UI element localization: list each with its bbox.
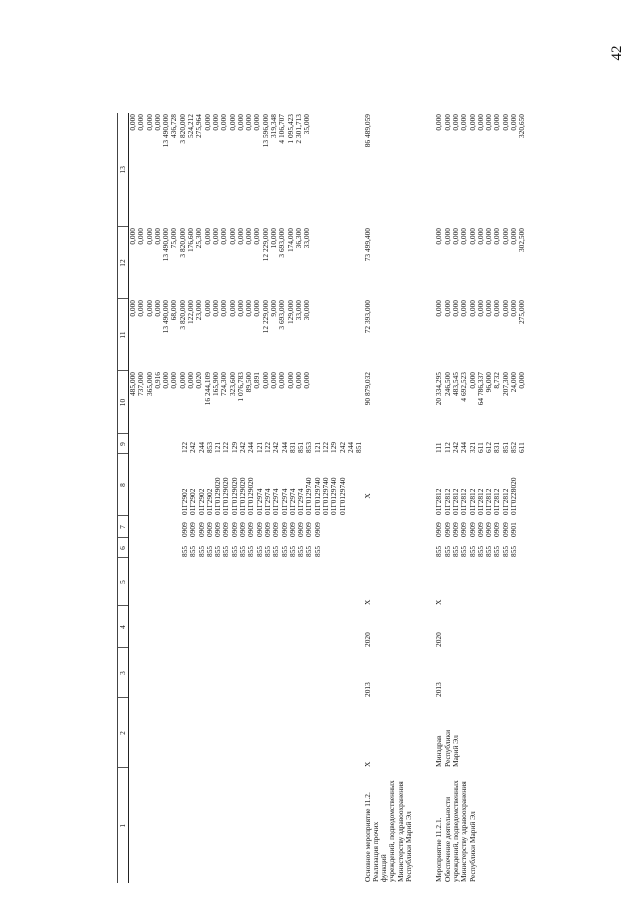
page-number: 42 — [609, 45, 625, 61]
block1-target-codes: 01Г2902 01Г2902 01Г2902 01Г2902 01Г0129020 01Г0129020 01Г0129020 01Г0129020 01Г0129020 01Г2974 01Г2974 01Г2974 01Г2974 01Г2974 01Г2974 01Г0129740 01Г0129740 01Г0129740 01Г0129740 01Г0129740 — [180, 477, 347, 515]
col-num-4: 4 — [118, 606, 129, 648]
block1-col10-values: 485,000 737,000 365,000 0,916 0,000 0,000 0,000 0,000 0,020 16 244,109 165,900 724,300 323,600 1 076,783 89,500 0,891 0,000 0,000 0,000 0,000 0,000 0,000 — [128, 372, 312, 406]
block1-start-year: 2013 — [362, 682, 372, 697]
block1-total-col11: 72 393,000 — [362, 300, 372, 334]
col-num-11: 11 — [118, 299, 129, 371]
block1-col12-values: 0,000 0,000 0,000 0,000 13 490,000 75,000 3 820,000 176,600 25,300 0,000 0,000 0,000 0,000 0,000 0,000 0,000 12 229,000 10,000 3 693,000 174,000 36,300 33,000 — [128, 228, 312, 262]
block2-section-codes: 0909 0909 0909 0909 0909 0909 0909 0909 0909 0901 — [434, 522, 518, 537]
block2-grbs-codes: 855 855 855 855 855 855 855 855 855 855 — [434, 545, 518, 557]
col-num-2: 2 — [118, 698, 129, 768]
table-page — [117, 113, 637, 883]
block1-summary-row — [364, 113, 414, 883]
block2-executor: Минздрав Республики Марий Эл — [434, 729, 460, 767]
block1-end-year: 2020 — [362, 632, 372, 647]
col-num-8: 8 — [118, 454, 129, 516]
col-num-7: 7 — [118, 516, 129, 538]
column-number-row — [118, 113, 129, 883]
col-num-10: 10 — [118, 371, 129, 434]
col-num-1: 1 — [118, 768, 129, 883]
col-num-12: 12 — [118, 227, 129, 299]
block1-total-col10: 90 879,032 — [362, 372, 372, 406]
block1-grbs-codes: 855 855 855 855 855 855 855 855 855 855 855 855 855 855 855 855 855 — [180, 545, 322, 557]
col-num-6: 6 — [118, 538, 129, 558]
block2-target-codes: 01Г2812 01Г2812 01Г2812 01Г2812 01Г2812 01Г2812 01Г2812 01Г2812 01Г2812 01Г0228020 — [434, 477, 518, 515]
block2-start-year: 2013 — [434, 682, 444, 697]
col-num-9: 9 — [118, 434, 129, 454]
col-num-5: 5 — [118, 558, 129, 606]
budget-table — [117, 113, 527, 883]
block2-col12-values: 0,000 0,000 0,000 0,000 0,000 0,000 0,000 0,000 0,000 0,000 302,500 — [434, 228, 527, 253]
block1-top-row — [129, 113, 182, 883]
block1-executor: X — [362, 761, 372, 767]
block1-col11-values: 0,000 0,000 0,000 0,000 13 490,000 68,000 3 820,000 122,000 23,000 0,000 0,000 0,000 0,000 0,000 0,000 0,000 12 229,000 9,000 3 693,000 129,000 33,000 30,000 — [128, 300, 312, 334]
block2-row — [435, 113, 526, 883]
block2-col10-values: 20 334,295 246,500 483,545 4 692,523 0,000 64 786,337 96,000 8,732 207,300 24,000 0,000 — [434, 372, 527, 406]
block1-total-col12: 73 499,400 — [362, 228, 372, 262]
block2-end-year: 2020 — [434, 632, 444, 647]
block1-col5: X — [362, 599, 372, 605]
block2-col13-values: 0,000 0,000 0,000 0,000 0,000 0,000 0,000 0,000 0,000 0,000 320,650 — [434, 114, 527, 139]
block1-col13-values: 0,000 0,000 0,000 0,000 13 490,000 436,728 3 820,000 524,212 275,964 0,000 0,000 0,000 0,000 0,000 0,000 0,000 13 596,000 319,348 4 106,707 1 095,423 2 301,713 35,000 — [128, 114, 312, 148]
block2-col5: X — [434, 599, 444, 605]
block2-name: Мероприятие 11.2.1. Обеспечение деятельности учреждений, подведомственных Министерству здравоохранения Республики Марий Эл — [434, 780, 477, 882]
block1-section-codes: 0909 0909 0909 0909 0909 0909 0909 0909 0909 0909 0909 0909 0909 0909 0909 0909 0909 — [180, 522, 322, 537]
col-num-3: 3 — [118, 648, 129, 698]
block1-name: Основное мероприятие 11.2. Реализация прочих функций учреждений, подведомственных Министерству здравоохранения Республики Марий Эл — [362, 780, 414, 882]
block2-col11-values: 0,000 0,000 0,000 0,000 0,000 0,000 0,000 0,000 0,000 0,000 275,000 — [434, 300, 527, 325]
block1-kbk-total: X — [362, 493, 372, 499]
col-num-13: 13 — [118, 113, 129, 227]
block2-expense-type-codes: 111 112 242 244 321 611 612 831 851 852 611 — [434, 441, 527, 453]
block1-total-col13: 86 489,059 — [362, 114, 372, 148]
block1-expense-type-codes: 122 242 244 853 121 122 129 242 244 121 122 242 244 831 851 853 121 122 129 242 244 851 — [180, 441, 364, 453]
